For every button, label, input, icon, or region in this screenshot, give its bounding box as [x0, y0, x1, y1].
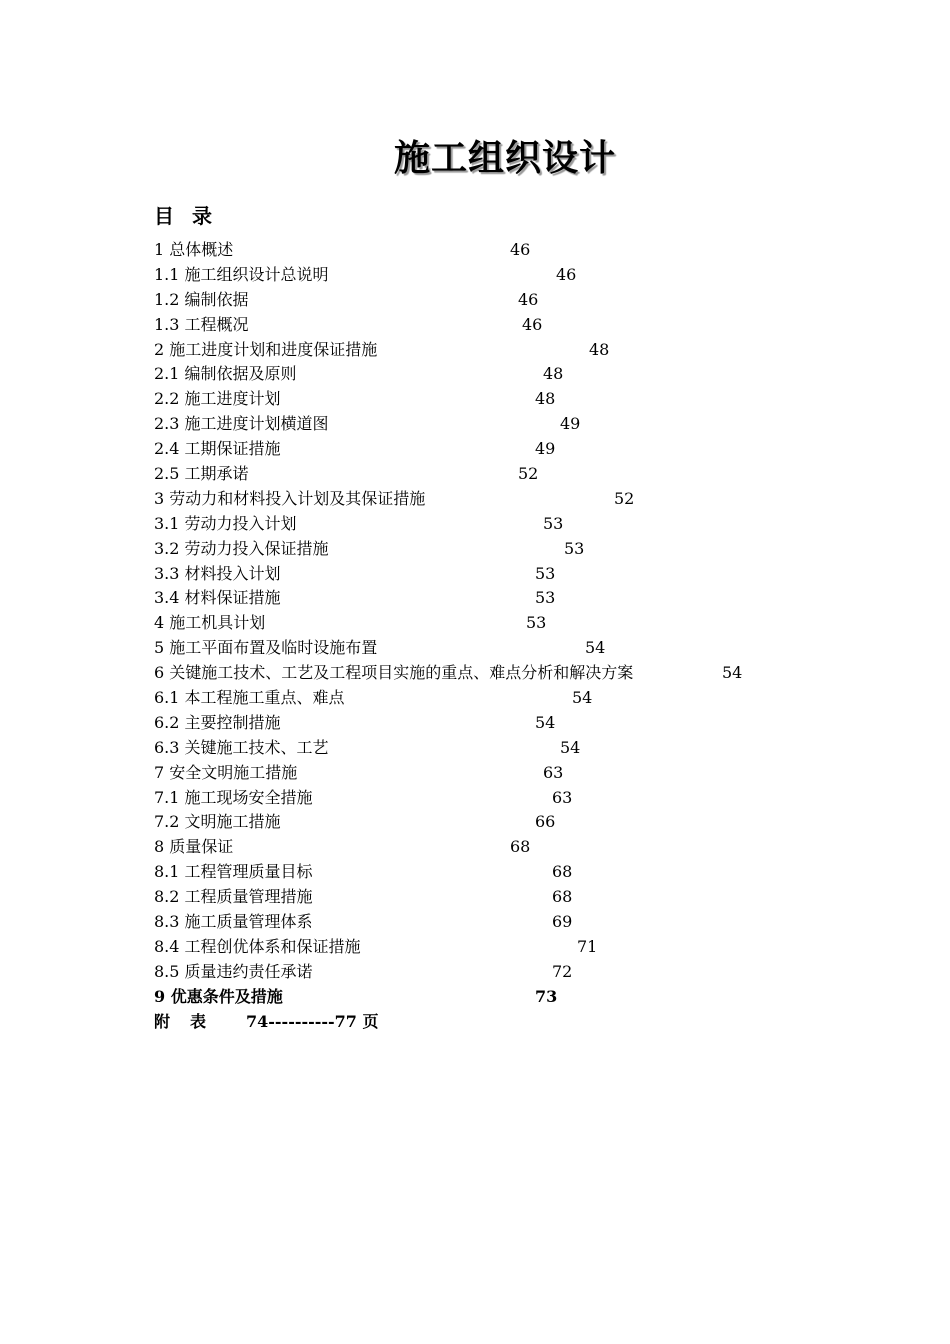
- toc-entry[interactable]: [154, 686, 854, 711]
- toc-entry-label: 7 安全文明施工措施: [154, 762, 298, 782]
- toc-entry[interactable]: [154, 313, 854, 338]
- toc-entry-page: 48: [589, 339, 610, 359]
- toc-entry[interactable]: [154, 263, 854, 288]
- toc-entry-label: 8.5 质量违约责任承诺: [154, 961, 313, 981]
- toc-entry-page: 53: [535, 588, 556, 608]
- toc-entry-page: 68: [552, 862, 573, 882]
- toc-entry-label: 3 劳动力和材料投入计划及其保证措施: [154, 488, 426, 508]
- toc-entry-page: 49: [560, 414, 581, 434]
- toc-entry[interactable]: [154, 736, 854, 761]
- toc-entry-label: 6 关键施工技术、工艺及工程项目实施的重点、难点分析和解决方案: [154, 663, 634, 683]
- toc-entry-page: 46: [522, 314, 543, 334]
- toc-entry-label: 3.1 劳动力投入计划: [154, 513, 297, 533]
- toc-entry-label: 1.2 编制依据: [154, 289, 249, 309]
- toc-entry[interactable]: [154, 338, 854, 363]
- toc-entry-page: 46: [518, 289, 539, 309]
- toc-entry-page: 46: [510, 240, 531, 259]
- toc-entry[interactable]: [154, 960, 854, 985]
- toc-entry-label: 3.3 材料投入计划: [154, 563, 281, 583]
- toc-entry-page: 46: [556, 264, 577, 284]
- table-of-contents: [154, 238, 854, 1035]
- toc-entry-label: 2.2 施工进度计划: [154, 389, 281, 409]
- toc-entry[interactable]: [154, 462, 854, 487]
- appendix-pages: 74----------77 页: [246, 1011, 379, 1031]
- toc-entry-label: 1 总体概述: [154, 240, 234, 259]
- toc-entry-label: 5 施工平面布置及临时设施布置: [154, 638, 378, 658]
- toc-entry[interactable]: [154, 935, 854, 960]
- toc-entry[interactable]: [154, 238, 854, 263]
- toc-entry[interactable]: [154, 761, 854, 786]
- toc-entry[interactable]: [154, 910, 854, 935]
- document-title: 施工组织设计: [393, 138, 616, 179]
- toc-entry-label: 2.4 工期保证措施: [154, 439, 281, 459]
- toc-entry-page: 69: [552, 912, 573, 932]
- toc-entry-page: 73: [535, 986, 558, 1006]
- toc-entry-label: 2.1 编制依据及原则: [154, 364, 297, 384]
- toc-entry-label: 8.2 工程质量管理措施: [154, 887, 313, 907]
- toc-entry-page: 66: [535, 812, 556, 832]
- toc-entry[interactable]: [154, 537, 854, 562]
- toc-entry[interactable]: [154, 512, 854, 537]
- toc-entry[interactable]: [154, 786, 854, 811]
- toc-entry-page: 53: [526, 613, 547, 633]
- toc-entry-page: 71: [577, 936, 598, 956]
- toc-entry-label: 7.2 文明施工措施: [154, 812, 281, 832]
- toc-entry-label: 4 施工机具计划: [154, 613, 266, 633]
- toc-entry-label: 3.2 劳动力投入保证措施: [154, 538, 329, 558]
- toc-entry-page: 63: [552, 787, 573, 807]
- toc-entry-page: 53: [564, 538, 585, 558]
- toc-entry[interactable]: [154, 362, 854, 387]
- toc-entry[interactable]: [154, 387, 854, 412]
- toc-entry-page: 72: [552, 961, 573, 981]
- toc-entry[interactable]: [154, 487, 854, 512]
- toc-entry-label: 8 质量保证: [154, 837, 234, 857]
- toc-entry[interactable]: [154, 711, 854, 736]
- toc-entry-page: 54: [560, 737, 581, 757]
- toc-entry[interactable]: [154, 636, 854, 661]
- toc-entry-label: 2.3 施工进度计划横道图: [154, 414, 329, 434]
- toc-entry-page: 53: [535, 563, 556, 583]
- toc-entry-page: 54: [722, 663, 743, 683]
- toc-entry[interactable]: [154, 412, 854, 437]
- toc-entry-label: 8.3 施工质量管理体系: [154, 912, 313, 932]
- toc-entry-label: 2.5 工期承诺: [154, 464, 249, 484]
- toc-entry-page: 52: [614, 488, 635, 508]
- toc-entry-label: 1.1 施工组织设计总说明: [154, 264, 329, 284]
- toc-entry-page: 53: [543, 513, 564, 533]
- toc-entry[interactable]: [154, 562, 854, 587]
- toc-entry[interactable]: [154, 860, 854, 885]
- toc-entry-label: 3.4 材料保证措施: [154, 588, 281, 608]
- toc-entry-label: 7.1 施工现场安全措施: [154, 787, 313, 807]
- toc-entry-label: 9 优惠条件及措施: [154, 986, 283, 1006]
- toc-entry-label: 6.3 关键施工技术、工艺: [154, 737, 329, 757]
- toc-entry-page: 49: [535, 439, 556, 459]
- toc-entry-label: 1.3 工程概况: [154, 314, 249, 334]
- toc-entry[interactable]: [154, 985, 854, 1010]
- toc-entry[interactable]: [154, 661, 854, 686]
- toc-entry-label: 2 施工进度计划和进度保证措施: [154, 339, 378, 359]
- toc-entry-page: 54: [535, 712, 556, 732]
- toc-entry-page: 52: [518, 464, 539, 484]
- appendix-label: 附表: [154, 1011, 227, 1031]
- toc-entry[interactable]: [154, 437, 854, 462]
- toc-entry[interactable]: [154, 611, 854, 636]
- toc-entry-page: 63: [543, 762, 564, 782]
- toc-entry-label: 8.4 工程创优体系和保证措施: [154, 936, 361, 956]
- toc-entry-label: 6.2 主要控制措施: [154, 712, 281, 732]
- toc-entry[interactable]: [154, 586, 854, 611]
- toc-entry-label: 6.1 本工程施工重点、难点: [154, 688, 345, 708]
- toc-entry-label: 8.1 工程管理质量目标: [154, 862, 313, 882]
- toc-entry-page: 54: [572, 688, 593, 708]
- toc-entry-page: 48: [543, 364, 564, 384]
- toc-entry[interactable]: [154, 885, 854, 910]
- toc-entry[interactable]: [154, 835, 854, 860]
- toc-entry[interactable]: [154, 810, 854, 835]
- appendix-entry[interactable]: [154, 1010, 854, 1035]
- toc-entry-page: 68: [552, 887, 573, 907]
- toc-entry[interactable]: [154, 288, 854, 313]
- toc-entry-page: 54: [585, 638, 606, 658]
- toc-heading: 目录: [154, 204, 230, 228]
- toc-entry-page: 48: [535, 389, 556, 409]
- toc-entry-page: 68: [510, 837, 531, 857]
